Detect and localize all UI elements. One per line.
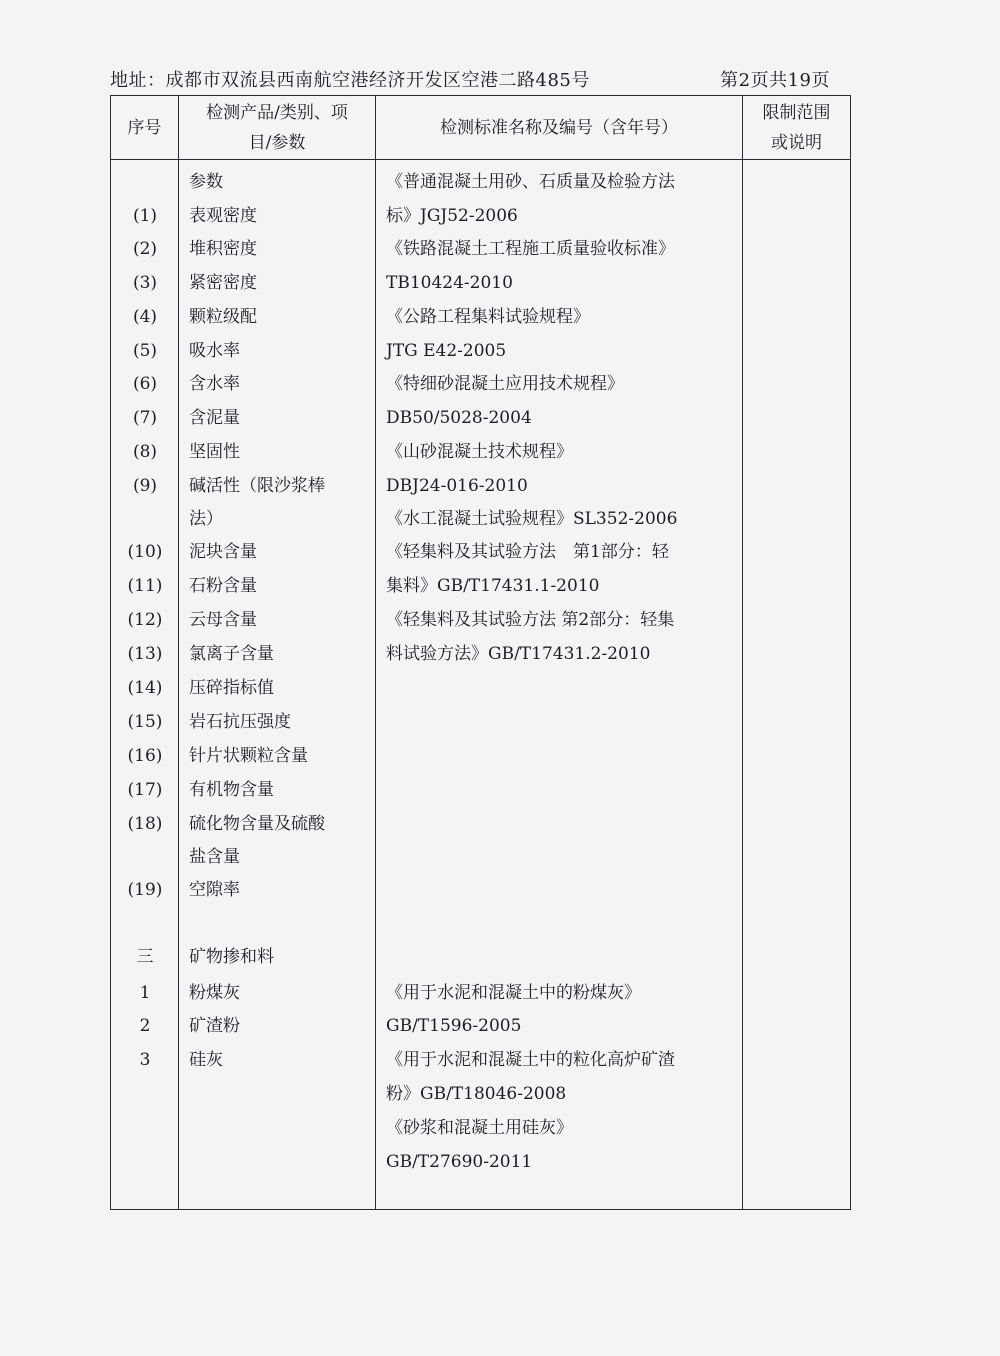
item-name: 压碎指标值 (189, 678, 274, 698)
seq-number: (16) (127, 746, 163, 766)
standard-text: 《铁路混凝土工程施工质量验收标准》 (386, 239, 675, 259)
item-name: 硫化物含量及硫酸 (189, 814, 325, 834)
standard-text: 《普通混凝土用砂、石质量及检验方法 (386, 172, 675, 192)
item-name: 粉煤灰 (189, 983, 240, 1003)
standard-text: TB10424-2010 (386, 273, 513, 293)
seq-number: (7) (132, 408, 158, 428)
standard-text: 《用于水泥和混凝土中的粒化高炉矿渣 (386, 1050, 675, 1070)
item-name: 氯离子含量 (189, 644, 274, 664)
item-name: 碱活性（限沙浆棒 (189, 476, 325, 496)
standard-text: 《水工混凝土试验规程》SL352-2006 (386, 509, 678, 529)
standard-text: 粉》GB/T18046-2008 (386, 1084, 567, 1104)
item-name: 有机物含量 (189, 780, 274, 800)
table-body-row (111, 160, 851, 1210)
standard-text: JTG E42-2005 (386, 341, 507, 361)
table-header-row (111, 96, 851, 160)
item-name: 含水率 (189, 374, 240, 394)
standard-column (376, 160, 743, 1210)
item-name: 针片状颗粒含量 (189, 746, 308, 766)
seq-number: 1 (139, 983, 151, 1003)
standard-text: 《公路工程集料试验规程》 (386, 307, 590, 327)
item-name: 法） (189, 509, 223, 529)
seq-number: (1) (132, 206, 158, 226)
seq-column (111, 160, 179, 1210)
seq-number: 2 (139, 1016, 151, 1036)
page-number: 第2页共19页 (720, 70, 830, 91)
seq-number: (17) (127, 780, 163, 800)
standard-text: 《山砂混凝土技术规程》 (386, 442, 573, 462)
standard-text: GB/T27690-2011 (386, 1152, 533, 1172)
seq-number: (14) (127, 678, 163, 698)
item-name: 吸水率 (189, 341, 240, 361)
seq-number: (3) (132, 273, 158, 293)
standard-text: 《轻集料及其试验方法 第1部分：轻 (386, 542, 669, 562)
standard-text: 《轻集料及其试验方法 第2部分：轻集 (386, 610, 675, 630)
standard-text: 集料》GB/T17431.1-2010 (386, 576, 600, 596)
standard-text: 标》JGJ52-2006 (386, 206, 518, 226)
item-name: 堆积密度 (189, 239, 257, 259)
item-name: 石粉含量 (189, 576, 257, 596)
item-name: 参数 (189, 172, 223, 192)
standard-text: 料试验方法》GB/T17431.2-2010 (386, 644, 651, 664)
item-name: 坚固性 (189, 442, 240, 462)
seq-number: (13) (127, 644, 163, 664)
seq-number: (19) (127, 880, 163, 900)
seq-number: (2) (132, 239, 158, 259)
seq-number: 3 (139, 1050, 151, 1070)
standard-text: 《用于水泥和混凝土中的粉煤灰》 (386, 983, 641, 1003)
seq-number: (5) (132, 341, 158, 361)
seq-number: (11) (127, 576, 163, 596)
seq-number: 三 (136, 947, 154, 967)
item-name: 颗粒级配 (189, 307, 257, 327)
standard-text: DBJ24-016-2010 (386, 476, 528, 496)
seq-number: (18) (127, 814, 163, 834)
limit-column (743, 160, 851, 1210)
standard-text: 《砂浆和混凝土用硅灰》 (386, 1118, 573, 1138)
header-item: 检测产品/类别、项 目/参数 (179, 96, 376, 160)
seq-number: (15) (127, 712, 163, 732)
address-text: 地址：成都市双流县西南航空港经济开发区空港二路485号 (110, 70, 590, 91)
item-column (179, 160, 376, 1210)
item-name: 紧密密度 (189, 273, 257, 293)
header-seq: 序号 (111, 96, 179, 160)
standard-text: DB50/5028-2004 (386, 408, 532, 428)
item-name: 泥块含量 (189, 542, 257, 562)
seq-number: (6) (132, 374, 158, 394)
item-name: 空隙率 (189, 880, 240, 900)
document-header (110, 66, 830, 92)
standard-text: 《特细砂混凝土应用技术规程》 (386, 374, 624, 394)
item-name: 表观密度 (189, 206, 257, 226)
seq-number: (4) (132, 307, 158, 327)
item-name: 矿渣粉 (189, 1016, 240, 1036)
item-name: 硅灰 (189, 1050, 223, 1070)
item-name: 矿物掺和料 (189, 947, 274, 967)
header-limit: 限制范围 或说明 (743, 96, 851, 160)
standard-text: GB/T1596-2005 (386, 1016, 522, 1036)
inspection-table (110, 95, 851, 1210)
seq-number: (8) (132, 442, 158, 462)
header-standard: 检测标准名称及编号（含年号） (376, 96, 743, 160)
item-name: 岩石抗压强度 (189, 712, 291, 732)
item-name: 含泥量 (189, 408, 240, 428)
seq-number: (9) (132, 476, 158, 496)
seq-number: (10) (127, 542, 163, 562)
seq-number: (12) (127, 610, 163, 630)
item-name: 云母含量 (189, 610, 257, 630)
item-name: 盐含量 (189, 847, 240, 867)
